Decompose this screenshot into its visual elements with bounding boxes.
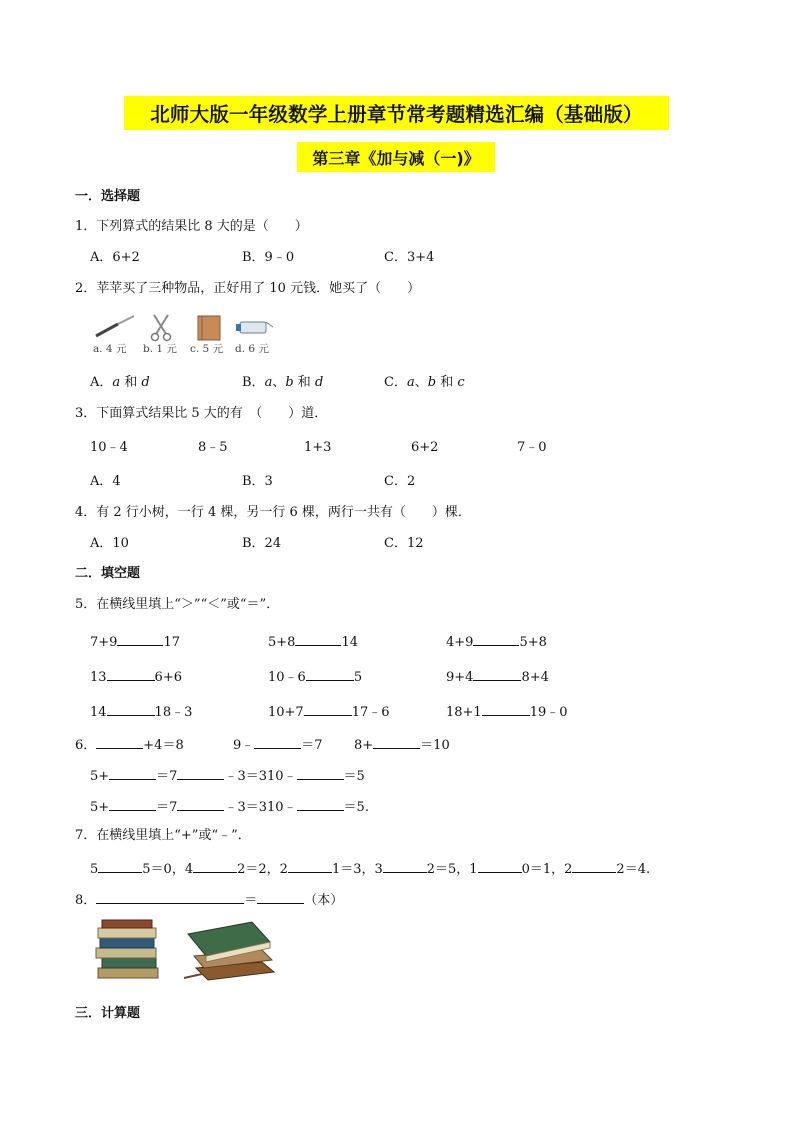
q3-expr-5: 7﹣0 <box>517 440 547 455</box>
glue-tube-icon <box>236 322 273 333</box>
answer-blank[interactable] <box>109 767 156 780</box>
q2-option-c: C．a、b 和 c <box>384 375 465 390</box>
answer-blank[interactable] <box>373 736 420 749</box>
answer-blank[interactable] <box>288 860 332 873</box>
answer-blank[interactable] <box>297 767 344 780</box>
item-label-b: b. 1 元 <box>143 343 177 355</box>
item-label-a: a. 4 元 <box>93 343 127 355</box>
question-2-stem: 2．苹苹买了三种物品，正好用了 10 元钱．她买了（ ） <box>75 281 421 296</box>
answer-blank[interactable] <box>257 891 304 904</box>
answer-blank[interactable] <box>107 668 155 681</box>
q1-option-a: A．6+2 <box>90 250 140 265</box>
question-7-line: 5 5＝0，4 2＝2，2 1＝3，3 2＝5，1 0＝1，2 2＝4. <box>90 862 651 877</box>
q5-item-1-2: 5+8 14 <box>268 635 358 650</box>
q5-item-2-2: 10﹣6 5 <box>268 670 363 685</box>
q5-item-1-3: 4+9 5+8 <box>446 635 547 650</box>
q5-item-1-1: 7+9 17 <box>90 635 180 650</box>
answer-blank[interactable] <box>572 860 616 873</box>
answer-blank[interactable] <box>117 633 163 646</box>
q4-option-b: B．24 <box>242 536 282 551</box>
q1-option-c: C．3+4 <box>384 250 435 265</box>
question-8-line: 8． ＝ （本） <box>75 893 344 908</box>
item-label-c: c. 5 元 <box>190 343 224 355</box>
book-stack-icon <box>182 918 278 984</box>
question-4-stem: 4．有 2 行小树，一行 4 棵，另一行 6 棵，两行一共有（ ）棵． <box>75 505 471 520</box>
answer-blank[interactable] <box>383 860 427 873</box>
q3-option-a: A．4 <box>90 474 121 489</box>
q4-option-a: A．10 <box>90 536 129 551</box>
q5-item-3-3: 18+1 19﹣0 <box>446 705 568 720</box>
answer-blank[interactable] <box>297 798 344 811</box>
question-7-stem: 7．在横线里填上“+”或“﹣”． <box>75 828 251 843</box>
answer-blank[interactable] <box>473 633 519 646</box>
section-heading-choice: 一．选择题 <box>75 189 141 204</box>
q3-expr-1: 10﹣4 <box>90 440 128 455</box>
q3-expr-2: 8﹣5 <box>198 440 228 455</box>
answer-blank[interactable] <box>306 668 354 681</box>
q3-option-b: B．3 <box>242 474 273 489</box>
answer-blank[interactable] <box>473 668 521 681</box>
book-stack-image-right <box>182 918 278 984</box>
answer-blank[interactable] <box>295 633 341 646</box>
q2-option-b: B．a、b 和 d <box>242 375 324 390</box>
question-6-line-3: 5+ ＝7 ﹣3＝310﹣ ＝5. <box>90 800 369 815</box>
q5-item-3-2: 10+7 17﹣6 <box>268 705 390 720</box>
question-6-line-2: 5+ ＝7 ﹣3＝310﹣ ＝5 <box>90 769 365 784</box>
answer-blank[interactable] <box>193 860 237 873</box>
question-6-line-1b: 9﹣ ＝7 <box>233 738 323 753</box>
section-heading-fill: 二．填空题 <box>75 566 141 581</box>
answer-blank[interactable] <box>107 703 155 716</box>
answer-blank[interactable] <box>482 703 530 716</box>
book-stack-icon <box>92 918 164 982</box>
q3-option-c: C．2 <box>384 474 416 489</box>
q4-option-c: C．12 <box>384 536 424 551</box>
answer-blank[interactable] <box>98 860 142 873</box>
chapter-title: 第三章《加与减（一)》 <box>312 148 480 168</box>
book-stack-image-left <box>92 918 164 982</box>
shopping-items-image <box>90 312 276 358</box>
answer-blank[interactable] <box>177 798 224 811</box>
question-5-stem: 5．在横线里填上“＞”“＜”或“＝”． <box>75 597 280 612</box>
q5-item-2-3: 9+4 8+4 <box>446 670 549 685</box>
answer-blank[interactable] <box>96 736 143 749</box>
notebook-icon <box>198 316 220 340</box>
title-banner <box>124 96 669 130</box>
answer-blank[interactable] <box>96 891 244 904</box>
question-1-stem: 1．下列算式的结果比 8 大的是（ ） <box>75 219 308 234</box>
q2-option-a: A．a 和 d <box>90 375 150 390</box>
page-title: 北师大版一年级数学上册章节常考题精选汇编（基础版） <box>150 103 643 126</box>
answer-blank[interactable] <box>478 860 522 873</box>
answer-blank[interactable] <box>304 703 352 716</box>
screwdriver-icon <box>96 316 134 336</box>
q3-expr-3: 1+3 <box>304 440 332 455</box>
q5-item-2-1: 13 6+6 <box>90 670 182 685</box>
answer-blank[interactable] <box>109 798 156 811</box>
q1-option-b: B．9﹣0 <box>242 250 295 265</box>
answer-blank[interactable] <box>177 767 224 780</box>
subtitle-banner <box>297 142 495 172</box>
section-heading-calc: 三．计算题 <box>75 1006 141 1021</box>
question-6-line-1: 6． +4＝8 <box>75 738 184 753</box>
answer-blank[interactable] <box>254 736 301 749</box>
item-label-d: d. 6 元 <box>235 343 269 355</box>
scissors-icon <box>152 315 171 341</box>
q3-expr-4: 6+2 <box>411 440 439 455</box>
question-6-line-1c: 8+ ＝10 <box>354 738 450 753</box>
question-3-stem: 3．下面算式结果比 5 大的有 （ ）道． <box>75 406 328 421</box>
q5-item-3-1: 14 18﹣3 <box>90 705 193 720</box>
